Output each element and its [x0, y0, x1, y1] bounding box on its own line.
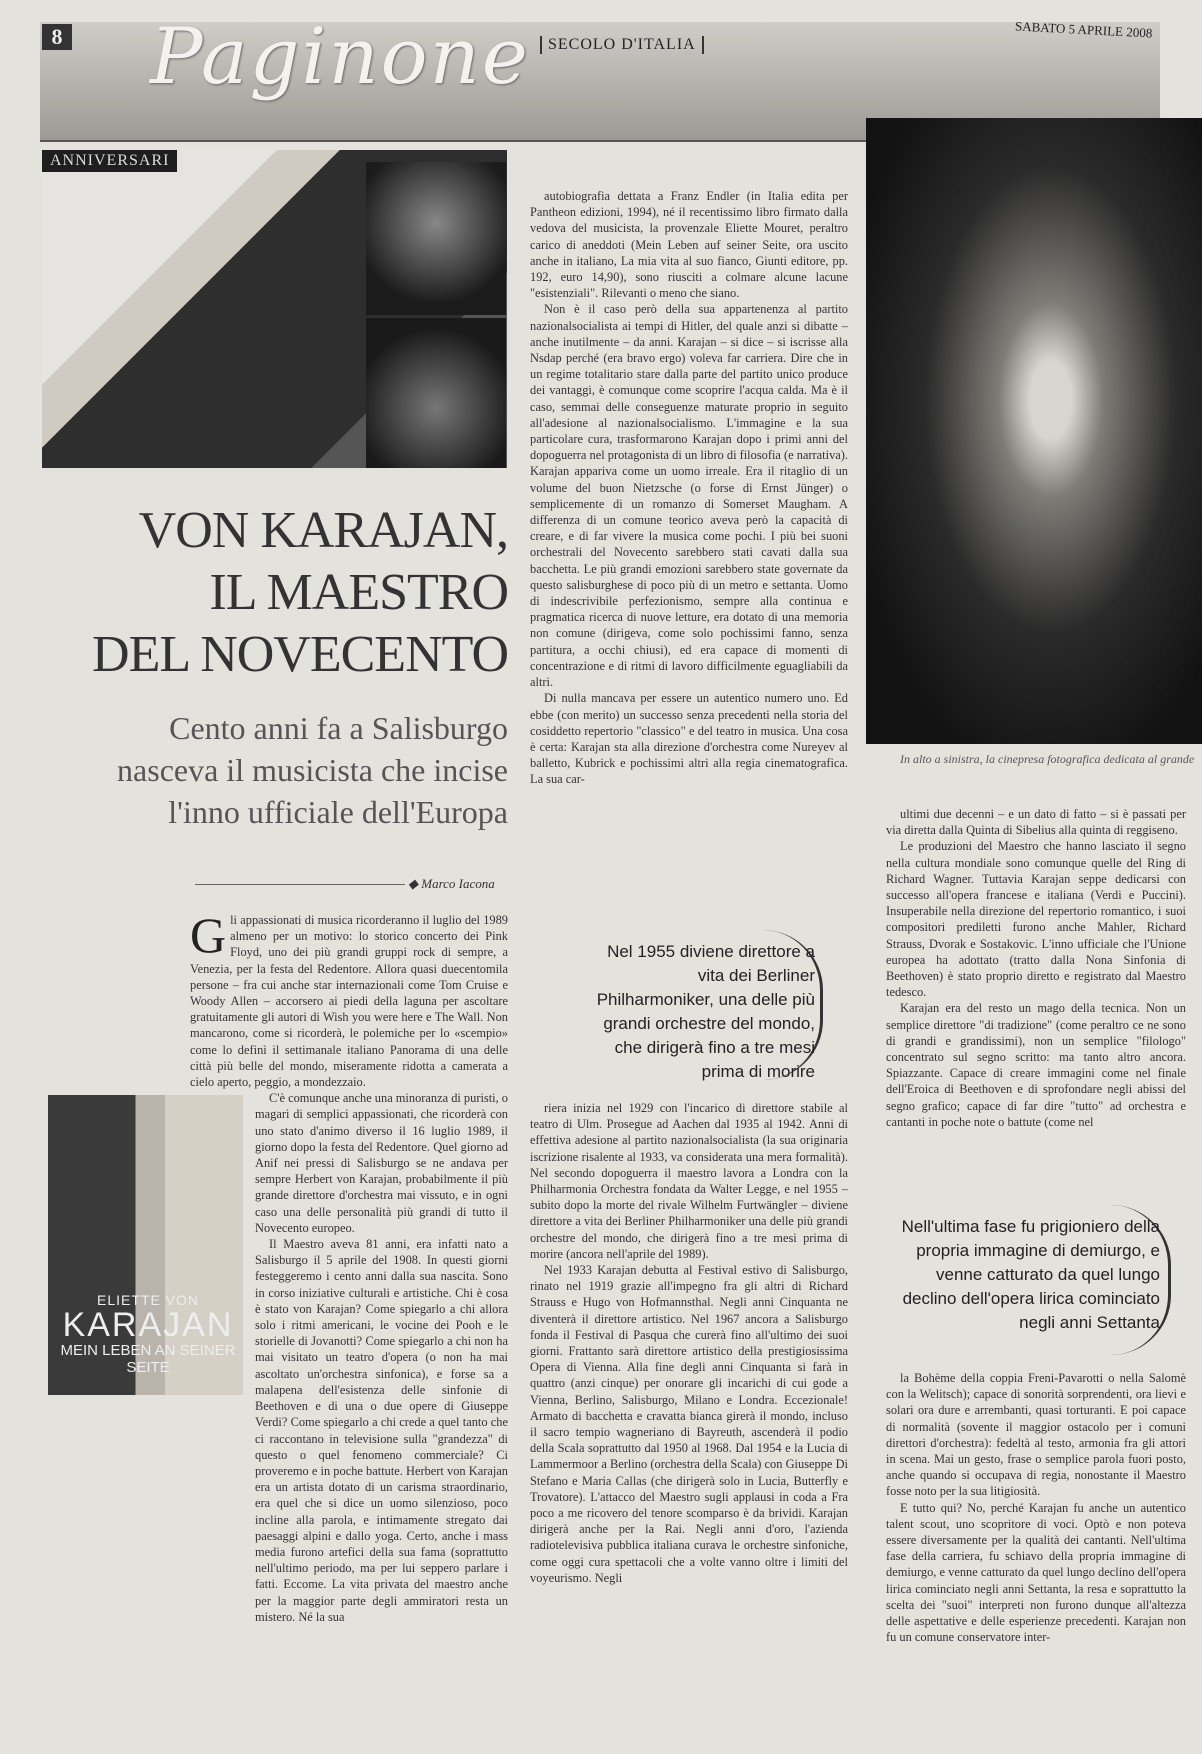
paragraph: Non è il caso però della sua appartenenza al partito nazionalsocialista ai tempi di Hitler, del quale anzi si dibatte – anche inutilmente – da anni. Karajan – si dice – si iscrisse alla Nsdap perché (era bravo ergo) voleva far carriera. Dire che in un regime totalitario stare dalla parte del partito unico produce dei vantaggi, è comunque come scoprire l'acqua calda. Ma è il caso, semmai delle conseguenze maturate proprio in seguito all'adesione al nazionalsocialismo. L'immagine e la sua particolare cura, trasformarono Karajan dopo i primi anni del dopoguerra nel protagonista di un libro di filosofia (e narrativa). Karajan appariva come un uomo irreale. Era il ritaglio di un volume del buon Nietzsche (o forse di Ernst Jünger) o semplicemente di un romanzo di Somerset Maugham. A differenza di un comune teorico aveva però la capacità di creare, e di far vivere la musica come pochi. I più bei suoni orchestrali del Novecento sarebbero stati cavati dalla sua bacchetta. Le più grandi emozioni sarebbero state governate da questo salisburghese di poco più di un metro e settanta. Uomo di indescrivibile perfezionismo, sempre alla continua e pragmatica ricerca di nuove letture, era dotato di una memoria non comune (dirigeva, come solo pochissimi fanno, senza partitura, a occhi chiusi), ed era capace di momenti di concentrazione e di ritmi di lavoro difficilmente eguagliabili da altri.	[530, 302, 848, 690]
paragraph: ultimi due decenni – e un dato di fatto – si è passati per via diretta dalla Quinta di Sibelius alla quinta di reggiseno.	[886, 807, 1186, 838]
photo-caption: In alto a sinistra, la cinepresa fotografica dedicata al grande	[900, 752, 1195, 766]
section-title: Paginone	[150, 12, 530, 102]
byline: ◆ Marco Iacona	[408, 876, 495, 891]
paragraph: Il Maestro aveva 81 anni, era infatti nato a Salisburgo il 5 aprile del 1908. In questi giorni festeggeremo i cento anni dalla sua nascita. Sono in corso iniziative culturali e artistiche. Chi è cosa è stato von Karajan? Come spiegarlo a chi allora solo i ritmi americani, le vocine dei Pooh e le storielle di Jovanotti? Come spiegarlo a chi non ha mai visitato un teatro d'opera (o non ha mai ascoltato un'orchestra sinfonica), e forse sa a malapena dell'esistenza delle sinfonie di Beethoven e di una o due opere di Giuseppe Verdi? Come spiegarlo a chi crede a quel tanto che ci raccontano in televisione sulla "grandezza" di questo o quel fenomeno commerciale? Ci proveremo e in poche battute. Herbert von Karajan era un artista dotato di un carisma straordinario, era quel che si dice un uomo silenzioso, poco incline alla parola, e intimamente stregato dai paesaggi alpini e dallo yoga. Certo, anche i mass media furono artefici della sua fama (soprattutto nell'ultimo periodo, ma per lui seppero parlare i fatti. Eccome. La vita privata del maestro anche per la maggior parte degli ammiratori resta un mistero. Né la sua	[255, 1237, 508, 1624]
headline-line-1: VON KARAJAN,	[138, 502, 508, 559]
drop-cap: G	[190, 912, 227, 963]
pull-quote-2: Nell'ultima fase fu prigioniero della propria immagine di demiurgo, e venne catturato da quel lungo declino dell'opera lirica cominciato negli anni Settanta	[901, 1217, 1160, 1332]
headline	[42, 500, 508, 686]
paragraph: Karajan era del resto un mago della tecnica. Non un semplice direttore "di tradizione" (come peraltro ce ne sono di grandi e grandissimi), non un semplice "filologo" concentrato sul segno scritto: ma tanto altro ancora. Spiazzante. Capace di creare immagini come nel finale dell'Eroica di Beethoven e di sprofondare negli abissi del segno grafico; capace di far dire "tutto" ad orchestra e cantanti in poche note o battute (come nel	[886, 1001, 1186, 1129]
headline-line-2: IL MAESTRO	[209, 564, 508, 621]
subhead-line-3: l'inno ufficiale dell'Europa	[168, 794, 508, 830]
paragraph: Di nulla mancava per essere un autentico numero uno. Ed ebbe (con merito) un successo senza precedenti nella storia del cosiddetto repertorio "classico" e del teatro in musica. Una cosa è certa: Karajan sta alla direzione d'orchestra come Nureyev al balletto, Kubrick e pochissimi altri alla regia cinematografica. La sua car-	[530, 691, 848, 787]
author-name: Marco Iacona	[421, 876, 495, 891]
book-name: KARAJAN	[62, 1306, 234, 1344]
page-number: 8	[42, 24, 72, 50]
subhead-line-1: Cento anni fa a Salisburgo	[169, 710, 508, 746]
paragraph: Le produzioni del Maestro che hanno lasciato il segno nella cultura mondiale sono comunque quelle del Ring di Richard Wagner. Tuttavia Karajan seppe dedicarsi con successo all'opera francese e italiana (Verdi e Puccini). Insuperabile nella direzione del repertorio romantico, i suoi compositori prediletti furono anche Mahler, Richard Strauss, Dvorak e Sostakovic. L'inno ufficiale che l'Unione europea ha adottato (tratto dalla Nona Sinfonia di Beethoven) è stato proprio diretto e registrato dal Maestro tedesco.	[886, 839, 1186, 1000]
paragraph: autobiografia dettata a Franz Endler (in Italia edita per Pantheon edizioni, 1994), né il recentissimo libro firmato dalla vedova del musicista, la provenzale Eliette Mouret, peraltro carico di aneddoti (Mein Leben auf seiner Seite, ora uscito anche in italiano, La mia vita al suo fianco, Giunti editore, pp. 192, euro 14,90), sono riusciti a colmare alcune lacune "esistenziali". Rilevanti o meno che siano.	[530, 189, 848, 301]
paragraph: C'è comunque anche una minoranza di puristi, o magari di semplici appassionati, che ricorderà con uno stato d'animo diverso il 16 luglio 1989, il giorno dopo la festa del Redentore. Quel giorno ad Anif nei pressi di Salisburgo se ne andava per sempre Herbert von Karajan, probabilmente il più grande direttore d'orchestra mai vissuto, e in ogni caso una delle personalità più grandi di tutto il Novecento europeo.	[255, 1091, 508, 1235]
byline-rule	[195, 884, 405, 885]
book-subtitle: MEIN LEBEN AN SEINER SEITE	[60, 1342, 236, 1376]
paragraph: E tutto qui? No, perché Karajan fu anche un autentico talent scout, uno scopritore di voci. Optò e non poteva essere diversamente per la qualità dei cantanti. Nell'ultima fase della carriera, fu schiavo della propria immagine di demiurgo, e venne catturato da quel lungo declino dell'opera lirica cominciato negli anni Settanta, la resa e soprattutto la scelta dei "suoi" interpreti non furono dunque all'altezza delle aspettative e delle esperienze precedenti. Karajan non fu un comune conservatore inter-	[886, 1500, 1186, 1645]
section-kicker: ANNIVERSARI	[42, 150, 177, 172]
article-column-1	[190, 912, 508, 1737]
paragraph: Nel 1933 Karajan debutta al Festival estivo di Salisburgo, rinato nel 1919 grazie all'impegno fra gli altri di Richard Strauss e Hugo von Hofmannsthal. Negli anni Cinquanta ne diventerà il direttore artistico. Nel 1967 ancora a Salisburgo fonda il Festival di Pasqua che curerà fino all'ultimo dei suoi giorni. Frattanto sarà direttore artistico della prestigiosissima Opera di Vienna. Alla fine degli anni Cinquanta si farà in quattro (anzi cinque) per onorare gli incarichi di cui gode a Vienna, Berlino, Salisburgo, Milano e Londra. Eccezionale! Armato di bacchetta e cravatta bianca girerà il mondo, incluso il sacro tempio wagneriano di Bayreuth, ascenderà il podio della Scala soprattutto dal 1950 al 1968. Dal 1954 e la Lucia di Lammermoor a Berlino (orchestra della Scala) con Giuseppe Di Stefano e Maria Callas (che dirigerà solo in Lucia, Butterfly e Trovatore). L'attacco del Maestro sugli applausi in coda a Fra poco a me ricovero del tenore scomparso è da brividi. Karajan dirigerà anche per la Rai. Negli anni d'oro, l'azienda radiotelevisiva pubblica italiana curava le orchestre sinfoniche, come oggi cura spettacoli che a volte vanno oltre i limiti del voyeurismo. Negli	[530, 1263, 848, 1585]
article-column-3-lower	[886, 1370, 1186, 1740]
subhead-line-2: nasceva il musicista che incise	[117, 752, 508, 788]
conductor-hands-photo	[866, 118, 1202, 744]
headline-line-3: DEL NOVECENTO	[92, 626, 508, 683]
article-column-2	[530, 188, 848, 928]
subheadline	[42, 707, 508, 833]
book-author: ELIETTE VON	[96, 1292, 200, 1308]
paragraph	[190, 912, 508, 1090]
conductor-photo-small-top	[366, 162, 506, 315]
article-column-3-upper	[886, 806, 1186, 1146]
article-column-2-lower	[530, 1100, 848, 1740]
newspaper-name: SECOLO D'ITALIA	[540, 36, 704, 54]
pull-quote-1: Nel 1955 diviene direttore a vita dei Berliner Philharmoniker, una delle più grandi orchestre del mondo, che dirigerà fino a tre mesi prima di morire	[596, 942, 815, 1081]
paragraph-text: li appassionati di musica ricorderanno il luglio del 1989 almeno per un motivo: lo storico concerto dei Pink Floyd, uno dei più grandi gruppi rock di sempre, a Venezia, per la festa del Redentore. Allora quasi duecentomila persone – fra cui anche star internazionali come Tom Cruise e Woody Allen – accorsero ai piedi della laguna per ascoltare gratuitamente gli autori di Wish you were here e The Wall. Non mancarono, come si ricorderà, le polemiche per lo «scempio» come lo definì il settimanale italiano Panorama di una delle città più belle del mondo, miseramente ridotta a camerata a cielo aperto, peggio, a mondezzaio.	[190, 913, 508, 1090]
issue-date: SABATO 5 APRILE 2008	[1014, 18, 1153, 41]
paragraph: riera inizia nel 1929 con l'incarico di direttore stabile al teatro di Ulm. Prosegue ad Aachen dal 1935 al 1942. Anni di effettiva adesione al partito nazionalsocialista (la sua originaria iscrizione risalente al 1933, va considerata una mera formalità). Nel secondo dopoguerra il maestro lavora a Londra con la Philharmonia Orchestra fondata da Walter Legge, e nel 1955 – subito dopo la morte del rivale Wilhelm Furtwängler – diviene direttore a vita dei Berliner Philharmoniker una delle più grandi orchestre del mondo, che dirigerà fino a tre mesi prima di morire (ancora nell'aprile del 1989).	[530, 1101, 848, 1261]
conductor-photo-small-bottom	[366, 318, 506, 468]
paragraph: la Bohème della coppia Freni-Pavarotti o nella Salomè con la Welitsch); capace di sonorità sorprendenti, ora lievi e solari ora dure e arrembanti, quasi torturanti. E poi capace di normalità (sovente il maggior ostacolo per i comuni direttori d'orchestra): fedeltà al testo, armonia fra gli attori in scena. Mai un gesto, frase o semplice parola fuori posto, anche quando si occupava di regia, nonostante il Maestro fosse noto per la sua litigiosità.	[886, 1371, 1186, 1499]
